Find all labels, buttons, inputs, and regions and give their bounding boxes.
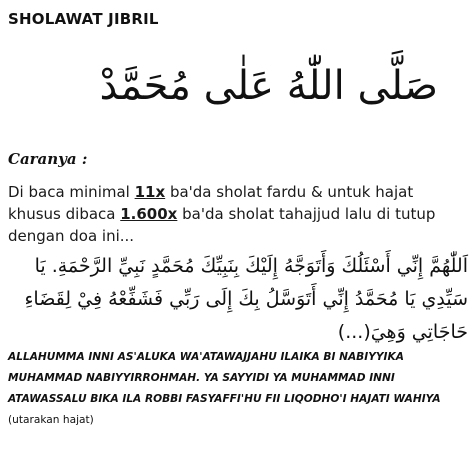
doa-arabic-text: اَللّٰهُمَّ إِنِّي أَسْئَلُكَ وَأَتَوَجَّهُ إِلَيْكَ بِنَبِيِّكَ مُحَمَّدٍ نَبِيِّ الرَّحْمَةِ. يَا سَيِّدِي يَا مُحَمَّدُ إِنِّي أَتَوَسَّلُ بِكَ إِلَى رَبِّي فَشَفِّعْهُ فِيْ لِقَضَاءِ حَاجَاتِي وَهِيَ(...) [24,255,468,343]
instruction-text: Di baca minimal [8,183,135,201]
instruction-text: ba'da sholat fardu & untuk hajat khusus [8,183,414,223]
instructions-paragraph [8,181,470,247]
hajat-note: (utarakan hajat) [8,414,94,426]
arabic-sholawat-heading: صَلَّى اللّٰهُ عَلٰى مُحَمَّدْ [99,63,438,109]
page-title: SHOLAWAT JIBRIL [8,10,159,28]
count-tahajjud: 1.600x [120,205,178,223]
instruction-text: dibaca [65,205,121,223]
latin-text: ALLAHUMMA INNI AS'ALUKA WA'ATAWAJJAHU ILAIKA BI NABIYYIKA MUHAMMAD NABIYYIRROHMAH. YA SAYYIDI YA MUHAMMAD INNI ATAWASSALU BIKA ILA ROBBI FASYAFFI'HU FII LIQODHO'I HAJATI WAHIYA [8,351,441,405]
doa-latin-transliteration [8,347,470,431]
caranya-label: Caranya : [8,150,88,168]
count-minimal: 11x [134,183,166,201]
instruction-text: ba'da sholat tahajjud lalu di tutup dengan doa ini... [8,205,436,245]
